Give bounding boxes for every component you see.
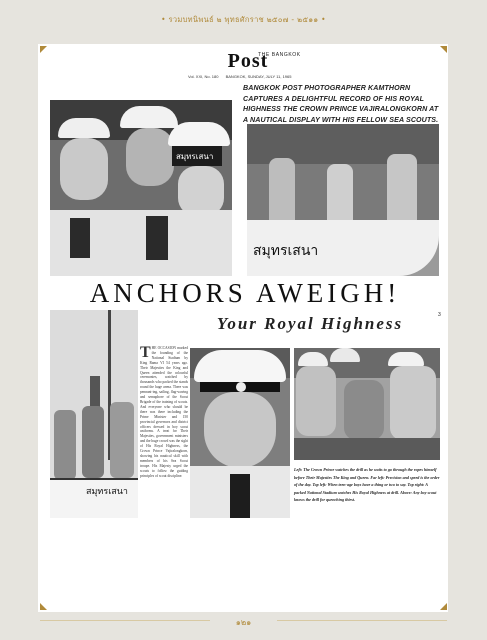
article-body	[140, 346, 188, 478]
issue-date: BANGKOK, SUNDAY, JULY 11, 1965	[225, 74, 292, 79]
dateline	[188, 74, 313, 79]
photo-crown-prince-portrait	[190, 348, 290, 518]
book-page-number: ๑๒๑	[235, 618, 252, 627]
corner-ornament	[40, 603, 47, 610]
corner-ornament	[440, 46, 447, 53]
drop-cap: T	[140, 344, 151, 361]
boat-name-text: สมุทรเสนา	[86, 487, 128, 497]
masthead-small: THE BANGKOK	[258, 52, 301, 58]
photo-caption: Left: The Crown Prince watches the drill as he waits to go through the ropes himself before Their Majesties The King and Queen. Far left: Precision and speed is the order of the day. Top left: When teen-age boys have a thing or two to say. Top right: A packed National Stadium watches His Royal Highness at drill. Above: Any boy scout knows the drill for quenching thirst.	[294, 467, 440, 503]
book-header: • รวมบทนิพนธ์ ๒ พุทธศักราช ๒๕๐๗ - ๒๕๑๑ •	[161, 15, 326, 24]
boat-name-text: สมุทรเสนา	[253, 243, 319, 259]
photo-scouts-group	[294, 348, 440, 460]
article-subtitle: Your Royal Highness	[216, 314, 404, 333]
corner-ornament	[40, 46, 47, 53]
page-marker: 3	[438, 312, 441, 318]
photo-stadium-boat	[247, 124, 439, 276]
article-title: ANCHORS AWEIGH!	[89, 278, 401, 308]
photo-headline: BANGKOK POST PHOTOGRAPHER KAMTHORN CAPTURES A DELIGHTFUL RECORD OF HIS ROYAL HIGHNESS THE CROWN PRINCE VAJIRALONGKORN AT A NAUTICAL DISPLAY WITH HIS FELLOW SEA SCOUTS.	[243, 84, 439, 124]
volume-number: Vol. XXI, No. 180	[188, 74, 219, 79]
cap-band-text: สมุทรเสนา	[176, 152, 214, 161]
photo-sea-scouts-closeup	[50, 100, 232, 276]
masthead: Post	[227, 50, 269, 72]
article-text: HE OCCASION marked the founding of the National Stadium by King Rama VI 54 years ago. Their Majesties the King and Queen attended the colourful ceremonies, watched by thousands who packed the stands round the huge arena. There was pennant-ing, sailing, flag-waving and semaphore of the Scout Brigade of the training of scouts. And everyone who should be there was there including the Prime Minister and 150 provincial governors and district officers dressed in boy scout uniforms. A treat for Their Majesties, government ministers and the huge crowd was the sight of His Royal Highness, the Crown Prince Vajiralongkorn, showing his nautical skill with members of his Sea Scout troupe. His Majesty urged the scouts to follow the guiding principles of scout discipline.	[140, 346, 188, 478]
corner-ornament	[440, 603, 447, 610]
photo-boat-drill	[50, 310, 138, 518]
